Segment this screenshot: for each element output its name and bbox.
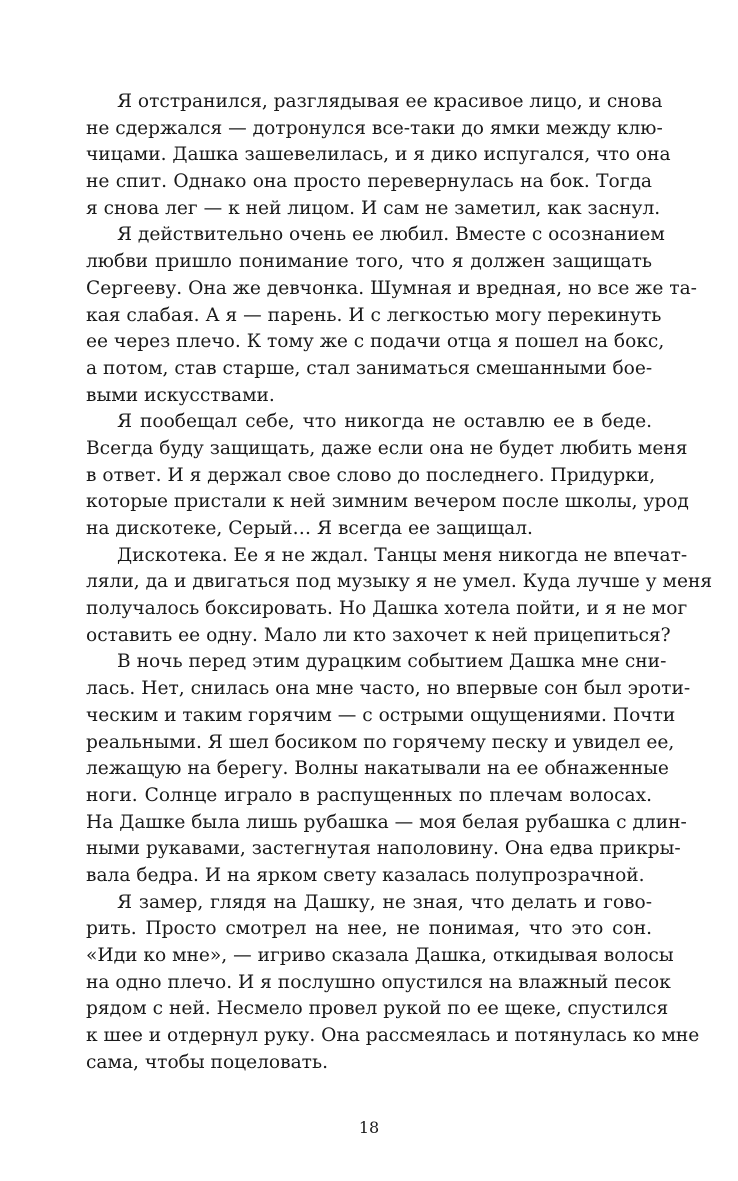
text-line: «Иди ко мне», — игриво сказала Дашка, откидывая волосы: [86, 945, 674, 966]
text-line: получалось боксировать. Но Дашка хотела пойти, и я не мог: [86, 598, 688, 620]
paragraph-4: [86, 543, 713, 650]
text-line: на дискотеке, Серый… Я всегда ее защищал.: [86, 518, 533, 539]
text-line: лежащую на берегу. Волны накатывали на ее обнаженные: [86, 758, 669, 780]
text-line: оставить ее одну. Мало ли кто захочет к ней прицепиться?: [86, 624, 671, 646]
text-line: не спит. Однако она просто перевернулась на бок. Тогда: [86, 171, 652, 193]
text-line: На Дашке была лишь рубашка — моя белая рубашка с длин-: [86, 811, 687, 833]
text-line: которые пристали к ней зимним вечером после школы, урод: [86, 491, 689, 513]
text-line: ее через плечо. К тому же с подачи отца я пошел на бокс,: [86, 331, 665, 353]
text-line: Дискотека. Ее я не ждал. Танцы меня никогда не впечат-: [117, 544, 688, 566]
page-number: 18: [358, 1118, 380, 1137]
text-line: Я замер, глядя на Дашку, не зная, что делать и гово-: [117, 891, 652, 913]
text-line: лась. Нет, снилась она мне часто, но впервые сон был эроти-: [86, 678, 691, 700]
text-line: В ночь перед этим дурацким событием Дашка мне сни-: [117, 651, 667, 673]
text-line: сама, чтобы поцеловать.: [86, 1051, 328, 1073]
text-line: рядом с ней. Несмело провел рукой по ее щеке, спустился: [86, 998, 669, 1020]
text-line: любви пришло понимание того, что я должен защищать: [86, 251, 652, 273]
text-line: кая слабая. А я — парень. И с легкостью могу перекинуть: [86, 304, 662, 326]
text-line: ными рукавами, застегнутая наполовину. Она едва прикры-: [86, 838, 681, 860]
text-line: к шее и отдернул руку. Она рассмеялась и потянулась ко мне: [86, 1025, 700, 1047]
paragraph-3: [86, 409, 689, 542]
text-line: Я отстранился, разглядывая ее красивое лицо, и снова: [117, 91, 663, 112]
text-line: ляли, да и двигаться под музыку я не умел. Куда лучше у меня: [86, 571, 713, 593]
text-line: Я действительно очень ее любил. Вместе с осознанием: [117, 224, 665, 246]
text-line: рить. Просто смотрел на нее, не понимая, что это сон.: [86, 918, 652, 940]
text-line: ческим и таким горячим — с острыми ощущениями. Почти: [86, 704, 676, 726]
text-line: я снова лег — к ней лицом. И сам не заметил, как заснул.: [86, 197, 661, 219]
body-text: [86, 89, 713, 1076]
paragraph-6: [86, 890, 700, 1077]
text-line: Я пообещал себе, что никогда не оставлю ее в беде.: [117, 411, 652, 433]
text-line: Сергееву. Она же девчонка. Шумная и вредная, но все же та-: [86, 277, 697, 299]
paragraph-2: [86, 222, 697, 409]
paragraph-1: [86, 89, 671, 222]
text-line: не сдержался — дотронулся все-таки до ямки между клю-: [86, 117, 663, 139]
text-line: на одно плечо. И я послушно опустился на влажный песок: [86, 971, 671, 993]
paragraph-5: [86, 649, 691, 889]
text-line: чицами. Дашка зашевелилась, и я дико испугался, что она: [86, 144, 671, 166]
text-line: ноги. Солнце играло в распущенных по плечам волосах.: [86, 784, 652, 806]
text-line: вала бедра. И на ярком свету казалась полупрозрачной.: [86, 864, 645, 886]
text-line: выми искусствами.: [86, 384, 275, 406]
text-line: а потом, став старше, стал заниматься смешанными бое-: [86, 357, 653, 379]
text-line: в ответ. И я держал свое слово до последнего. Придурки,: [86, 464, 656, 486]
text-line: реальными. Я шел босиком по горячему песку и увидел ее,: [86, 731, 675, 753]
text-line: Всегда буду защищать, даже если она не будет любить меня: [86, 437, 688, 459]
